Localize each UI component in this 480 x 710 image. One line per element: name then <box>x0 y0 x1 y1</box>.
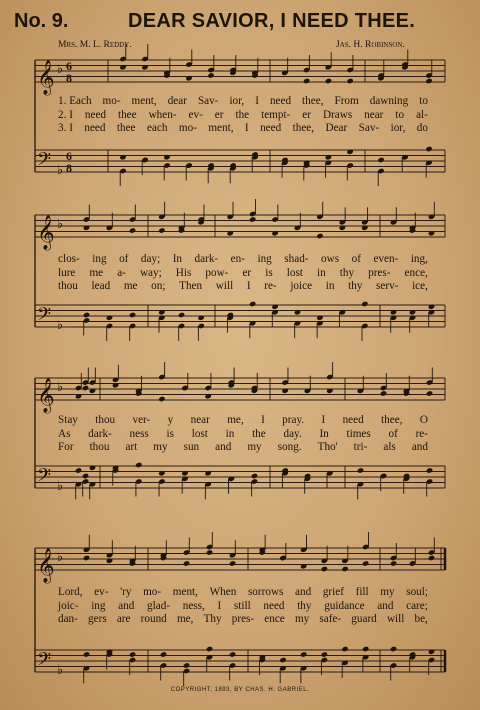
lyric-syllable: round <box>140 613 167 625</box>
author-credit: Mrs. M. L. Reddy. <box>58 40 132 50</box>
lyric-syllable: fill <box>355 586 369 598</box>
lyric-syllable: song. <box>277 441 302 453</box>
lyric-syllable: and <box>118 599 135 612</box>
lyric-syllable: ing <box>92 253 107 265</box>
lyric-syllable: guidance <box>324 599 365 612</box>
lyric-syllable: need <box>342 414 364 426</box>
note-head <box>183 662 190 668</box>
lyric-syllable: will <box>215 280 234 292</box>
note-head <box>428 555 435 561</box>
lyric-syllable: even- <box>373 253 399 265</box>
lyric-syllable: need <box>263 599 285 612</box>
lyric-syllable: thy <box>339 266 355 279</box>
note-head <box>271 304 278 310</box>
note-head <box>362 560 369 566</box>
lyric-syllable: and <box>215 441 232 453</box>
lyric-syllable: dawning <box>369 95 409 107</box>
lyric-syllable: thee, <box>381 414 403 426</box>
lyric-syllable: will <box>386 613 405 625</box>
lyric-line <box>58 414 428 427</box>
lyric-syllable: ows <box>321 253 340 265</box>
note-head <box>129 312 136 318</box>
lyric-syllable: als <box>383 441 396 453</box>
lyric-syllable: and <box>377 599 394 612</box>
lyric-syllable: is <box>265 266 273 279</box>
lyric-syllable: shad- <box>284 253 309 265</box>
lyric-syllable: 'ry <box>120 586 132 598</box>
lyric-syllable: art <box>125 441 138 453</box>
note-head <box>303 78 310 84</box>
lyric-syllable: I <box>321 414 326 426</box>
lyric-line <box>58 95 428 108</box>
time-signature-bottom: 8 <box>66 161 72 175</box>
lyric-line <box>58 441 428 454</box>
lyric-syllable: me <box>89 266 104 279</box>
lyric-syllable: In <box>172 253 183 265</box>
lyric-syllable: ing <box>257 253 272 265</box>
staff-lines <box>35 305 445 327</box>
lyric-syllable: guard <box>351 613 377 625</box>
lyric-syllable: sorrows <box>247 586 284 598</box>
treble-clef-icon: 𝄞 <box>37 548 55 583</box>
lyric-syllable: safe- <box>319 613 342 625</box>
lyric-syllable: Draws <box>322 108 353 121</box>
lyric-syllable: Sav- <box>358 122 380 134</box>
note-head <box>339 225 346 231</box>
staff-lines <box>35 650 445 672</box>
note-head <box>82 385 89 391</box>
lyric-syllable: In <box>319 427 329 440</box>
note-head <box>294 309 301 315</box>
lyric-syllable: thy <box>297 599 312 612</box>
lyric-syllable: pow- <box>205 266 229 279</box>
note-head <box>377 157 384 163</box>
lyric-syllable: each <box>146 122 168 134</box>
lyric-syllable: be, <box>414 613 428 625</box>
lyric-syllable: lure <box>58 266 76 279</box>
lyric-syllable: pres- <box>368 266 391 279</box>
lyric-syllable: sun <box>183 441 200 453</box>
time-signature-top: 6 <box>66 149 72 163</box>
lyric-syllable: are <box>116 613 131 625</box>
note-head <box>160 651 167 657</box>
note-head <box>346 78 353 84</box>
lyric-syllable: thee, <box>292 122 315 134</box>
lyric-syllable: me, <box>176 613 194 625</box>
note-head <box>229 651 236 657</box>
lyric-syllable: mo- <box>178 122 197 134</box>
lyric-syllable: 1. Each <box>58 95 92 107</box>
bass-clef-icon: 𝄢 <box>37 304 52 330</box>
lyric-syllable: my <box>294 613 310 625</box>
lyric-syllable: dan- <box>58 613 78 625</box>
lyric-syllable: ior, <box>229 95 245 107</box>
note-head <box>321 651 328 657</box>
lyric-syllable: Thy <box>203 613 222 625</box>
lyric-syllable: near <box>364 108 384 121</box>
note-head <box>325 154 332 160</box>
lyric-syllable: care; <box>406 599 428 612</box>
note-head <box>183 560 190 566</box>
lyric-syllable: O <box>419 414 428 426</box>
lyric-syllable: mo- <box>102 95 121 107</box>
lyric-syllable: need <box>260 122 282 134</box>
note-head <box>227 230 234 236</box>
lyric-syllable: Sav- <box>197 95 219 107</box>
lyric-syllable: lead <box>91 280 111 292</box>
lyric-syllable: need <box>84 108 107 121</box>
lyric-syllable: glad- <box>147 599 171 612</box>
note-head <box>158 396 165 402</box>
lyric-syllable: dark- <box>88 427 112 440</box>
lyric-syllable: er <box>214 108 224 121</box>
hymn-number: No. 9. <box>14 10 69 32</box>
note-head <box>249 216 256 222</box>
lyric-syllable: and <box>295 586 312 598</box>
note-head <box>428 230 435 236</box>
lyric-line <box>58 267 428 280</box>
time-signature-top: 6 <box>66 59 72 73</box>
lyric-syllable: pres- <box>231 613 255 625</box>
lyric-syllable: when- <box>148 108 177 121</box>
flat-icon: ♭ <box>57 217 64 232</box>
lyric-syllable: day. <box>283 427 302 440</box>
note-head <box>75 393 82 399</box>
note-head <box>197 315 204 321</box>
lyric-syllable: times <box>346 427 371 440</box>
lyric-syllable: ior, <box>390 122 406 134</box>
note-head <box>82 473 89 479</box>
lyric-syllable: in <box>225 427 235 440</box>
note-head <box>178 312 185 318</box>
lyric-syllable: tempt- <box>261 108 291 121</box>
lyric-syllable: soul; <box>406 586 428 598</box>
lyric-line <box>58 253 428 266</box>
lyric-syllable: thou <box>95 414 116 426</box>
note-head <box>89 465 96 471</box>
lyric-syllable: When <box>209 586 237 598</box>
note-head <box>428 304 435 310</box>
lyric-syllable: ness <box>129 427 149 440</box>
note-head <box>425 146 432 152</box>
lyric-syllable: I <box>244 122 249 134</box>
lyric-syllable: need <box>269 95 292 107</box>
lyric-syllable: ness, <box>182 599 205 612</box>
note-head <box>251 473 258 479</box>
lyric-syllable: ing, <box>410 253 428 265</box>
lyric-syllable: ice, <box>412 280 428 292</box>
flat-icon: ♭ <box>57 479 64 494</box>
lyric-syllable: er <box>302 108 311 121</box>
bass-clef-icon: 𝄢 <box>37 649 52 675</box>
lyric-syllable: serv- <box>376 280 399 292</box>
composer-credit: Jas. H. Robinson. <box>336 40 405 50</box>
lyric-syllable: on; <box>151 280 166 292</box>
note-head <box>158 309 165 315</box>
lyric-syllable: ment, <box>131 95 157 107</box>
lyric-line <box>58 122 428 135</box>
lyric-syllable: lost <box>191 427 208 440</box>
lyric-line <box>58 428 428 441</box>
lyric-line <box>58 280 428 293</box>
note-head <box>229 560 236 566</box>
treble-clef-icon: 𝄞 <box>37 378 55 413</box>
note-head <box>204 393 211 399</box>
lyric-syllable: a- <box>117 266 126 279</box>
note-head <box>380 390 387 396</box>
lyric-syllable: me, <box>227 414 244 426</box>
note-head <box>206 646 213 652</box>
lyric-syllable: thou <box>89 441 110 453</box>
note-head <box>390 646 397 652</box>
note-head <box>362 646 369 652</box>
note-head <box>112 382 119 388</box>
note-head <box>207 72 214 78</box>
note-head <box>163 154 170 160</box>
lyric-line <box>58 600 428 613</box>
lyric-syllable: in <box>325 280 335 292</box>
lyric-syllable: I <box>217 599 222 612</box>
note-head <box>129 227 136 233</box>
lyric-syllable: to <box>419 95 428 107</box>
lyric-syllable: al- <box>416 108 428 121</box>
lyric-syllable: thee, <box>302 95 324 107</box>
lyric-syllable: mo- <box>143 586 162 598</box>
note-head <box>409 309 416 315</box>
time-signature-bottom: 8 <box>66 71 72 85</box>
lyric-syllable: thee <box>116 122 136 134</box>
treble-clef-icon: 𝄞 <box>37 215 55 250</box>
lyric-syllable: As <box>58 427 71 440</box>
note-head <box>206 549 213 555</box>
note-head <box>316 315 323 321</box>
lyric-syllable: thee <box>117 108 137 121</box>
note-head <box>119 64 126 70</box>
lyric-syllable: From <box>334 95 359 107</box>
note-head <box>316 233 323 239</box>
flat-icon: ♭ <box>57 550 64 565</box>
copyright-notice: COPYRIGHT, 1893, BY CHAS. H. GABRIEL. <box>170 687 310 693</box>
note-head <box>346 149 353 155</box>
staff-lines <box>35 150 445 172</box>
bass-clef-icon: 𝄢 <box>37 149 52 175</box>
note-head <box>83 225 90 231</box>
note-head <box>325 78 332 84</box>
lyric-syllable: my <box>380 586 395 598</box>
flat-icon: ♭ <box>57 62 64 77</box>
lyric-syllable: grief <box>322 586 344 598</box>
note-head <box>425 78 432 84</box>
note-head <box>135 462 142 468</box>
lyric-syllable: ver- <box>132 414 151 426</box>
hymn-title: DEAR SAVIOR, I NEED THEE. <box>128 10 416 32</box>
note-head <box>281 388 288 394</box>
lyric-line <box>58 613 428 626</box>
note-head <box>181 470 188 476</box>
note-head <box>75 467 82 473</box>
lyric-syllable: in <box>316 266 326 279</box>
lyric-syllable: my <box>153 441 168 453</box>
note-head <box>158 227 165 233</box>
lyric-syllable: pray. <box>282 414 305 426</box>
lyric-syllable: of <box>119 253 129 265</box>
lyric-syllable: Stay <box>58 414 78 426</box>
note-head <box>185 75 192 81</box>
lyric-syllable: His <box>175 266 192 279</box>
lyric-syllable: re- <box>415 427 428 440</box>
note-head <box>326 388 333 394</box>
staff-lines <box>35 548 445 570</box>
treble-clef-icon: 𝄞 <box>37 60 55 95</box>
lyric-syllable: thou <box>58 280 78 292</box>
flat-icon: ♭ <box>57 380 64 395</box>
note-head <box>119 154 126 160</box>
lyric-syllable: en- <box>230 253 245 265</box>
lyric-syllable: ment, <box>172 586 198 598</box>
note-head <box>390 309 397 315</box>
lyric-syllable: ence, <box>404 266 428 279</box>
lyric-syllable: y <box>167 414 174 426</box>
note-head <box>249 301 256 307</box>
lyric-syllable: dear <box>167 95 187 107</box>
lyric-syllable: I <box>246 280 251 292</box>
lyric-line <box>58 109 428 122</box>
flat-icon: ♭ <box>57 163 64 178</box>
note-head <box>83 651 90 657</box>
lyric-syllable: need <box>84 122 106 134</box>
lyric-syllable: day; <box>140 253 161 265</box>
note-head <box>83 555 90 561</box>
lyric-line <box>58 586 428 599</box>
staff-lines <box>35 215 445 237</box>
lyric-syllable: Dear <box>325 122 348 134</box>
lyric-syllable: ment, <box>208 122 234 134</box>
lyric-syllable: Tho' <box>317 441 338 453</box>
lyric-syllable: ence <box>264 613 285 625</box>
note-head <box>341 646 348 652</box>
note-head <box>321 566 328 572</box>
lyric-syllable: do <box>416 122 428 134</box>
note-head <box>271 230 278 236</box>
flat-icon: ♭ <box>57 663 64 678</box>
lyric-syllable: dark- <box>194 253 219 265</box>
lyric-syllable: 2. I <box>58 108 73 121</box>
lyric-syllable: still <box>233 599 251 612</box>
lyric-syllable: Lord, <box>58 586 83 598</box>
lyric-syllable: For <box>58 441 74 453</box>
lyric-syllable: I <box>261 414 265 426</box>
bass-clef-icon: 𝄢 <box>37 465 52 491</box>
note-head <box>204 470 211 476</box>
note-head <box>141 64 148 70</box>
note-head <box>300 563 307 569</box>
note-head <box>390 560 397 566</box>
note-head <box>426 390 433 396</box>
note-head <box>106 558 113 564</box>
lyric-syllable: the <box>252 427 266 440</box>
lyric-syllable: gers <box>88 613 107 625</box>
lyric-syllable: Then <box>179 280 203 292</box>
note-head <box>83 312 90 318</box>
lyric-syllable: ev- <box>188 108 203 121</box>
lyric-syllable: lost <box>286 266 303 279</box>
note-head <box>89 388 96 394</box>
note-head <box>361 301 368 307</box>
note-head <box>428 649 435 655</box>
lyric-syllable: the <box>235 108 250 121</box>
note-head <box>300 651 307 657</box>
lyric-syllable: near <box>190 414 210 426</box>
lyric-syllable: joice <box>290 280 313 292</box>
note-head <box>361 225 368 231</box>
lyric-syllable: 3. I <box>58 122 73 134</box>
note-head <box>341 566 348 572</box>
lyric-syllable: of <box>388 427 398 440</box>
lyric-syllable: ev- <box>94 586 109 598</box>
note-head <box>158 470 165 476</box>
note-head <box>106 315 113 321</box>
note-head <box>279 657 286 663</box>
lyric-syllable: clos- <box>58 253 80 265</box>
lyric-syllable: tri- <box>353 441 368 453</box>
lyric-syllable: my <box>247 441 262 453</box>
note-head <box>357 467 364 473</box>
lyric-syllable: me <box>123 280 138 292</box>
lyric-syllable: of <box>351 253 361 265</box>
lyric-syllable: thy <box>348 280 363 292</box>
lyric-syllable: re- <box>264 280 277 292</box>
lyric-syllable: I <box>255 95 259 107</box>
lyric-syllable: joic- <box>58 599 79 612</box>
lyric-syllable: er <box>242 266 252 279</box>
lyric-syllable: way; <box>139 266 162 279</box>
lyric-syllable: ing <box>91 599 106 612</box>
lyric-syllable: to <box>395 108 405 121</box>
flat-icon: ♭ <box>57 318 64 333</box>
lyric-syllable: is <box>166 427 174 440</box>
note-head <box>129 651 136 657</box>
note-head <box>426 467 433 473</box>
lyric-syllable: and <box>411 441 428 453</box>
